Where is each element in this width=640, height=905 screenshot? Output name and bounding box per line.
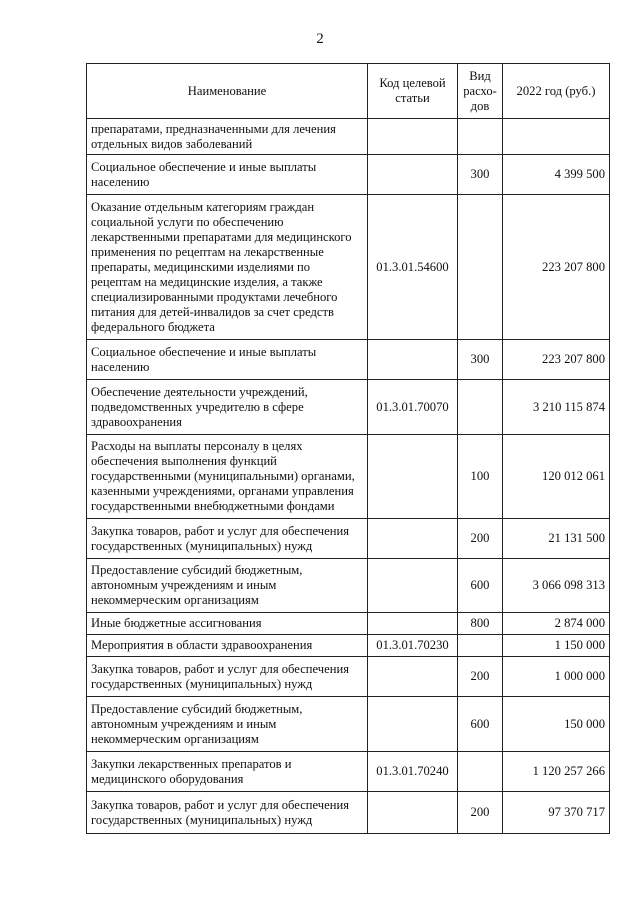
page-number: 2 <box>316 31 324 47</box>
row-name: Оказание отдельным категориям граждан социальной услуги по обеспечению лекарственными препаратами для медицинского применения по рецептам на лекарственные препараты, медицинскими изделиями по рецептам на медицинские изделия, а также специализированными продуктами лечебного питания для детей-инвалидов за счет средств федерального бюджета <box>87 195 368 340</box>
row-name: Закупка товаров, работ и услуг для обеспечения государственных (муниципальных) нужд <box>87 792 368 834</box>
row-type: 200 <box>458 657 503 697</box>
row-type: 300 <box>458 155 503 195</box>
row-name: Обеспечение деятельности учреждений, подведомственных учредителю в сфере здравоохранения <box>87 380 368 435</box>
table-row <box>87 635 610 657</box>
row-sum: 150 000 <box>503 697 610 752</box>
header-type: Вид расхо-дов <box>458 64 503 119</box>
row-type <box>458 635 503 657</box>
row-code <box>368 657 458 697</box>
row-code: 01.3.01.70240 <box>368 752 458 792</box>
row-code <box>368 559 458 613</box>
row-name: Социальное обеспечение и иные выплаты населению <box>87 155 368 195</box>
row-type: 200 <box>458 792 503 834</box>
table-row <box>87 195 610 340</box>
header-code: Код целевой статьи <box>368 64 458 119</box>
table-row <box>87 657 610 697</box>
row-name: Закупки лекарственных препаратов и медицинского оборудования <box>87 752 368 792</box>
row-name: Социальное обеспечение и иные выплаты населению <box>87 340 368 380</box>
table-row <box>87 559 610 613</box>
row-type <box>458 752 503 792</box>
row-sum: 21 131 500 <box>503 519 610 559</box>
row-sum: 1 120 257 266 <box>503 752 610 792</box>
row-name: препаратами, предназначенными для лечения отдельных видов заболеваний <box>87 119 368 155</box>
row-sum: 223 207 800 <box>503 195 610 340</box>
table-header-row <box>87 64 610 119</box>
row-code <box>368 155 458 195</box>
row-code: 01.3.01.54600 <box>368 195 458 340</box>
table-row <box>87 155 610 195</box>
row-sum: 120 012 061 <box>503 435 610 519</box>
row-type: 600 <box>458 697 503 752</box>
row-type: 200 <box>458 519 503 559</box>
row-sum: 97 370 717 <box>503 792 610 834</box>
row-sum: 3 066 098 313 <box>503 559 610 613</box>
row-type <box>458 380 503 435</box>
row-code <box>368 119 458 155</box>
header-name: Наименование <box>87 64 368 119</box>
table-row <box>87 792 610 834</box>
row-name: Предоставление субсидий бюджетным, автономным учреждениям и иным некоммерческим организациям <box>87 697 368 752</box>
row-code <box>368 519 458 559</box>
row-type <box>458 119 503 155</box>
table-row <box>87 519 610 559</box>
row-type <box>458 195 503 340</box>
row-sum: 4 399 500 <box>503 155 610 195</box>
row-name: Закупка товаров, работ и услуг для обеспечения государственных (муниципальных) нужд <box>87 519 368 559</box>
row-name: Расходы на выплаты персоналу в целях обеспечения выполнения функций государственными (муниципальными) органами, казенными учреждениями, органами управления государственными внебюджетными фондами <box>87 435 368 519</box>
row-type: 600 <box>458 559 503 613</box>
row-name: Мероприятия в области здравоохранения <box>87 635 368 657</box>
table-row <box>87 613 610 635</box>
row-code <box>368 613 458 635</box>
row-sum: 1 000 000 <box>503 657 610 697</box>
row-code: 01.3.01.70070 <box>368 380 458 435</box>
row-name: Иные бюджетные ассигнования <box>87 613 368 635</box>
table-row <box>87 435 610 519</box>
row-type: 100 <box>458 435 503 519</box>
row-sum: 2 874 000 <box>503 613 610 635</box>
row-sum: 223 207 800 <box>503 340 610 380</box>
table-row <box>87 119 610 155</box>
row-code <box>368 340 458 380</box>
row-type: 800 <box>458 613 503 635</box>
row-name: Закупка товаров, работ и услуг для обеспечения государственных (муниципальных) нужд <box>87 657 368 697</box>
row-sum <box>503 119 610 155</box>
row-type: 300 <box>458 340 503 380</box>
row-code <box>368 435 458 519</box>
header-sum: 2022 год (руб.) <box>503 64 610 119</box>
row-code <box>368 792 458 834</box>
budget-table <box>86 63 610 834</box>
table-row <box>87 697 610 752</box>
table-row <box>87 340 610 380</box>
row-name: Предоставление субсидий бюджетным, автономным учреждениям и иным некоммерческим организациям <box>87 559 368 613</box>
row-code: 01.3.01.70230 <box>368 635 458 657</box>
row-sum: 3 210 115 874 <box>503 380 610 435</box>
table-row <box>87 380 610 435</box>
row-sum: 1 150 000 <box>503 635 610 657</box>
row-code <box>368 697 458 752</box>
table-row <box>87 752 610 792</box>
